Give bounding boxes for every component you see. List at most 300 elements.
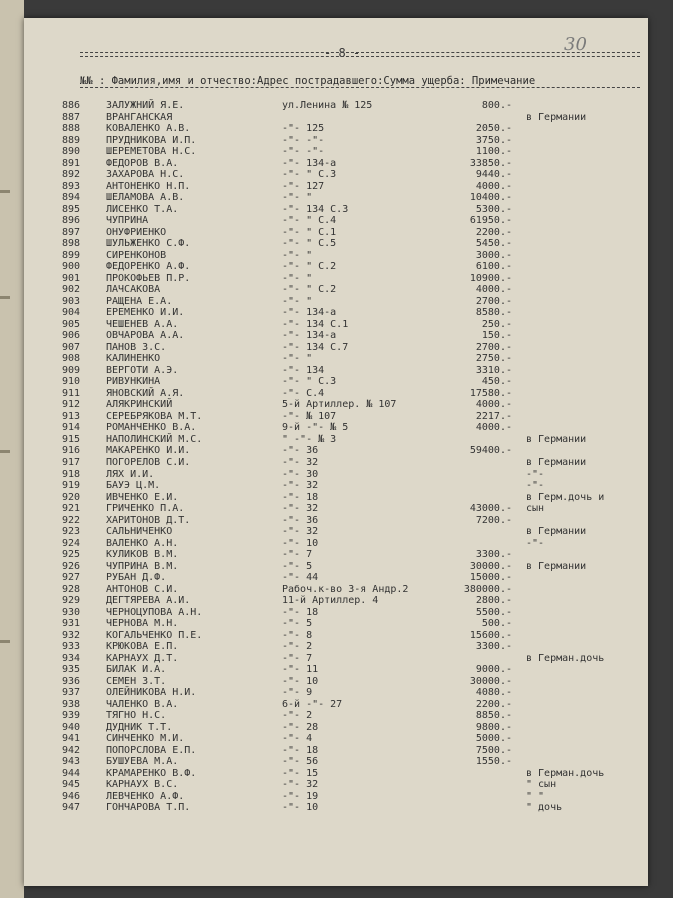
row-sum: 8580.- bbox=[475, 307, 512, 319]
row-address: -"- 28 bbox=[282, 721, 319, 733]
row-name: РУБАН Д.Ф. bbox=[106, 572, 167, 584]
row-number: 901 bbox=[62, 272, 81, 284]
row-name: КУЛИКОВ В.М. bbox=[106, 549, 179, 561]
row-sum: 2800.- bbox=[475, 595, 512, 607]
row-number: 920 bbox=[62, 491, 81, 503]
row-number: 889 bbox=[62, 134, 81, 146]
row-number: 918 bbox=[62, 468, 81, 480]
row-name: АЛЯКРИНСКИЙ bbox=[106, 399, 173, 411]
row-name: ВАЛЕНКО А.Н. bbox=[106, 537, 179, 549]
row-address: 9-й -"- № 5 bbox=[282, 422, 349, 434]
table-row bbox=[24, 411, 648, 423]
binding-strip bbox=[0, 0, 24, 898]
row-address: -"- 36 bbox=[282, 445, 319, 457]
table-row bbox=[24, 422, 648, 434]
table-row bbox=[24, 215, 648, 227]
table-row bbox=[24, 492, 648, 504]
table-row bbox=[24, 676, 648, 688]
row-number: 933 bbox=[62, 641, 81, 653]
row-address: Рабоч.к-во З-я Андр.2 bbox=[282, 583, 409, 595]
table-row bbox=[24, 503, 648, 515]
table-row bbox=[24, 388, 648, 400]
row-address: -"- 7 bbox=[282, 652, 313, 664]
table-row bbox=[24, 319, 648, 331]
row-number: 900 bbox=[62, 261, 81, 273]
row-name: КАРНАУХ Д.Т. bbox=[106, 652, 179, 664]
row-number: 886 bbox=[62, 100, 81, 111]
row-note: " сын bbox=[526, 779, 557, 791]
row-note: в Германии bbox=[526, 111, 587, 123]
header-rule bbox=[80, 87, 640, 88]
table-row bbox=[24, 699, 648, 711]
table-row bbox=[24, 399, 648, 411]
row-sum: 2200.- bbox=[475, 226, 512, 238]
row-sum: 5300.- bbox=[475, 203, 512, 215]
row-address: -"- 9 bbox=[282, 687, 313, 699]
table-row bbox=[24, 469, 648, 481]
row-note: в Герман.дочь bbox=[526, 767, 605, 779]
row-sum: 5450.- bbox=[475, 238, 512, 250]
row-name: КОГАЛЬЧЕНКО П.Е. bbox=[106, 629, 203, 641]
row-address: -"- 134-а bbox=[282, 157, 337, 169]
row-address: 11-й Артиллер. 4 bbox=[282, 595, 379, 607]
row-number: 916 bbox=[62, 445, 81, 457]
row-name: ЧЕШЕНЕВ А.А. bbox=[106, 318, 179, 330]
row-sum: 500.- bbox=[481, 618, 512, 630]
row-address: -"- 5 bbox=[282, 560, 313, 572]
row-sum: 33850.- bbox=[469, 157, 512, 169]
table-row bbox=[24, 112, 648, 124]
row-sum: 4000.- bbox=[475, 399, 512, 411]
row-name: ПРОКОФЬЕВ П.Р. bbox=[106, 272, 191, 284]
row-sum: 2200.- bbox=[475, 698, 512, 710]
row-address: -"- 10 bbox=[282, 537, 319, 549]
row-note: в Германии bbox=[526, 560, 587, 572]
row-name: ТЯГНО Н.С. bbox=[106, 710, 167, 722]
table-row bbox=[24, 146, 648, 158]
row-number: 946 bbox=[62, 790, 81, 802]
row-name: НАПОЛИНСКИЙ М.С. bbox=[106, 433, 203, 445]
row-number: 940 bbox=[62, 721, 81, 733]
top-rule bbox=[80, 52, 640, 53]
row-sum: 3000.- bbox=[475, 249, 512, 261]
row-number: 930 bbox=[62, 606, 81, 618]
table-row bbox=[24, 779, 648, 791]
row-sum: 8850.- bbox=[475, 710, 512, 722]
row-number: 895 bbox=[62, 203, 81, 215]
row-name: ГРИЧЕНКО П.А. bbox=[106, 503, 185, 515]
row-address: -"- 32 bbox=[282, 456, 319, 468]
row-sum: 10900.- bbox=[469, 272, 512, 284]
row-sum: 43000.- bbox=[469, 503, 512, 515]
row-sum: 4080.- bbox=[475, 687, 512, 699]
table-row bbox=[24, 756, 648, 768]
row-address: -"- 19 bbox=[282, 790, 319, 802]
table-row bbox=[24, 768, 648, 780]
row-address: -"- " С.4 bbox=[282, 215, 337, 227]
row-sum: 59400.- bbox=[469, 445, 512, 457]
table-row bbox=[24, 123, 648, 135]
row-sum: 5500.- bbox=[475, 606, 512, 618]
row-address: -"- 15 bbox=[282, 767, 319, 779]
row-note: в Германии bbox=[526, 456, 587, 468]
row-address: -"- 56 bbox=[282, 756, 319, 768]
table-row bbox=[24, 607, 648, 619]
row-number: 925 bbox=[62, 549, 81, 561]
row-number: 896 bbox=[62, 215, 81, 227]
row-name: ДЕГТЯРЕВА А.И. bbox=[106, 595, 191, 607]
row-name: ЕРЕМЕНКО И.И. bbox=[106, 307, 185, 319]
row-name: ЧЕРНОВА М.Н. bbox=[106, 618, 179, 630]
row-sum: 4000.- bbox=[475, 284, 512, 296]
table-row bbox=[24, 549, 648, 561]
row-number: 947 bbox=[62, 802, 81, 814]
row-number: 917 bbox=[62, 456, 81, 468]
table-row bbox=[24, 653, 648, 665]
row-number: 921 bbox=[62, 503, 81, 515]
row-name: ШУЛЬЖЕНКО С.Ф. bbox=[106, 238, 191, 250]
binder-thread bbox=[0, 190, 10, 193]
row-number: 890 bbox=[62, 146, 81, 158]
table-row bbox=[24, 434, 648, 446]
row-note: в Герм.дочь и bbox=[526, 491, 605, 503]
table-row bbox=[24, 135, 648, 147]
row-sum: 3300.- bbox=[475, 641, 512, 653]
row-number: 936 bbox=[62, 675, 81, 687]
row-number: 932 bbox=[62, 629, 81, 641]
row-name: ВРАНГАНСКАЯ bbox=[106, 111, 173, 123]
row-number: 908 bbox=[62, 353, 81, 365]
row-number: 934 bbox=[62, 652, 81, 664]
table-row bbox=[24, 330, 648, 342]
row-number: 939 bbox=[62, 710, 81, 722]
table-row bbox=[24, 353, 648, 365]
row-address: -"- № 107 bbox=[282, 410, 337, 422]
table-row bbox=[24, 307, 648, 319]
row-address: -"- 5 bbox=[282, 618, 313, 630]
row-number: 909 bbox=[62, 364, 81, 376]
table-row bbox=[24, 457, 648, 469]
row-number: 927 bbox=[62, 572, 81, 584]
row-name: РАЩЕНА Е.А. bbox=[106, 295, 173, 307]
row-sum: 9800.- bbox=[475, 721, 512, 733]
row-name: ПАНОВ З.С. bbox=[106, 341, 167, 353]
row-address: -"- " bbox=[282, 353, 313, 365]
row-sum: 2217.- bbox=[475, 410, 512, 422]
row-address: -"- С.4 bbox=[282, 387, 325, 399]
row-name: КРАМАРЕНКО В.Ф. bbox=[106, 767, 197, 779]
row-address: -"- " С.3 bbox=[282, 169, 337, 181]
row-address: -"- " bbox=[282, 249, 313, 261]
table-row bbox=[24, 641, 648, 653]
row-note: в Герман.дочь bbox=[526, 652, 605, 664]
row-sum: 150.- bbox=[481, 330, 512, 342]
row-number: 897 bbox=[62, 226, 81, 238]
row-number: 926 bbox=[62, 560, 81, 572]
row-sum: 3300.- bbox=[475, 549, 512, 561]
row-number: 938 bbox=[62, 698, 81, 710]
table-row bbox=[24, 158, 648, 170]
row-number: 923 bbox=[62, 526, 81, 538]
row-number: 913 bbox=[62, 410, 81, 422]
row-address: -"- 4 bbox=[282, 733, 313, 745]
table-row bbox=[24, 791, 648, 803]
row-name: ГОНЧАРОВА Т.П. bbox=[106, 802, 191, 814]
row-address: -"- 134 С.1 bbox=[282, 318, 349, 330]
row-address: -"- 44 bbox=[282, 572, 319, 584]
table-row bbox=[24, 480, 648, 492]
row-name: ЯНОВСКИЙ А.Я. bbox=[106, 387, 185, 399]
row-name: КАРНАУХ В.С. bbox=[106, 779, 179, 791]
row-address: -"- -"- bbox=[282, 134, 325, 146]
row-name: СЕМЕН З.Т. bbox=[106, 675, 167, 687]
row-number: 928 bbox=[62, 583, 81, 595]
row-number: 911 bbox=[62, 387, 81, 399]
table-row bbox=[24, 595, 648, 607]
row-address: -"- 127 bbox=[282, 180, 325, 192]
table-row bbox=[24, 238, 648, 250]
binder-thread bbox=[0, 640, 10, 643]
row-name: ШЕРЕМЕТОВА Н.С. bbox=[106, 146, 197, 158]
row-address: -"- 11 bbox=[282, 664, 319, 676]
row-name: ЗАЛУЖНИЙ Я.Е. bbox=[106, 100, 185, 111]
row-address: -"- " С.2 bbox=[282, 261, 337, 273]
row-note: " " bbox=[526, 790, 545, 802]
row-address: " -"- № 3 bbox=[282, 433, 337, 445]
row-note: -"- bbox=[526, 537, 545, 549]
table-row bbox=[24, 584, 648, 596]
row-address: -"- 18 bbox=[282, 491, 319, 503]
row-name: ЧУПРИНА bbox=[106, 215, 149, 227]
row-name: ФЕДОРОВ В.А. bbox=[106, 157, 179, 169]
row-name: АНТОНЕНКО Н.П. bbox=[106, 180, 191, 192]
row-address: -"- 32 bbox=[282, 779, 319, 791]
row-address: -"- 134-а bbox=[282, 330, 337, 342]
row-sum: 4000.- bbox=[475, 422, 512, 434]
table-row bbox=[24, 273, 648, 285]
row-sum: 2050.- bbox=[475, 123, 512, 135]
row-number: 935 bbox=[62, 664, 81, 676]
row-number: 903 bbox=[62, 295, 81, 307]
row-sum: 1100.- bbox=[475, 146, 512, 158]
row-address: -"- 2 bbox=[282, 641, 313, 653]
row-name: БИЛАК И.А. bbox=[106, 664, 167, 676]
row-address: -"- " bbox=[282, 192, 313, 204]
row-number: 942 bbox=[62, 744, 81, 756]
row-address: -"- 125 bbox=[282, 123, 325, 135]
table-row bbox=[24, 618, 648, 630]
row-name: ПОПОРСЛОВА Е.П. bbox=[106, 744, 197, 756]
row-note: -"- bbox=[526, 468, 545, 480]
table-row bbox=[24, 204, 648, 216]
row-name: ПРУДНИКОВА И.П. bbox=[106, 134, 197, 146]
row-sum: 800.- bbox=[481, 100, 512, 111]
row-number: 937 bbox=[62, 687, 81, 699]
row-sum: 9000.- bbox=[475, 664, 512, 676]
row-name: ЗАХАРОВА Н.С. bbox=[106, 169, 185, 181]
table-row bbox=[24, 284, 648, 296]
row-name: КОВАЛЕНКО А.В. bbox=[106, 123, 191, 135]
row-note: -"- bbox=[526, 480, 545, 492]
row-address: -"- 32 bbox=[282, 503, 319, 515]
row-number: 905 bbox=[62, 318, 81, 330]
row-number: 944 bbox=[62, 767, 81, 779]
row-address: -"- " С.5 bbox=[282, 238, 337, 250]
table-body bbox=[24, 100, 648, 814]
row-sum: 15600.- bbox=[469, 629, 512, 641]
row-number: 924 bbox=[62, 537, 81, 549]
row-address: -"- 8 bbox=[282, 629, 313, 641]
row-name: ЛЕВЧЕНКО А.Ф. bbox=[106, 790, 185, 802]
row-sum: 380000.- bbox=[463, 583, 512, 595]
row-number: 898 bbox=[62, 238, 81, 250]
table-row bbox=[24, 710, 648, 722]
row-name: ЛИСЕНКО Т.А. bbox=[106, 203, 179, 215]
top-rule bbox=[80, 56, 640, 57]
table-row bbox=[24, 561, 648, 573]
table-row bbox=[24, 342, 648, 354]
row-sum: 30000.- bbox=[469, 675, 512, 687]
row-number: 888 bbox=[62, 123, 81, 135]
row-sum: 5000.- bbox=[475, 733, 512, 745]
row-number: 904 bbox=[62, 307, 81, 319]
row-address: -"- 32 bbox=[282, 480, 319, 492]
binder-thread bbox=[0, 450, 10, 453]
row-number: 891 bbox=[62, 157, 81, 169]
row-address: 5-й Артиллер. № 107 bbox=[282, 399, 397, 411]
row-address: -"- 2 bbox=[282, 710, 313, 722]
row-address: -"- 134-а bbox=[282, 307, 337, 319]
row-number: 931 bbox=[62, 618, 81, 630]
row-number: 907 bbox=[62, 341, 81, 353]
row-address: -"- 10 bbox=[282, 802, 319, 814]
row-address: -"- 18 bbox=[282, 606, 319, 618]
row-name: МАКАРЕНКО И.И. bbox=[106, 445, 191, 457]
table-row bbox=[24, 445, 648, 457]
row-note: " дочь bbox=[526, 802, 563, 814]
row-address: 6-й -"- 27 bbox=[282, 698, 343, 710]
row-number: 929 bbox=[62, 595, 81, 607]
row-number: 906 bbox=[62, 330, 81, 342]
row-name: ОВЧАРОВА А.А. bbox=[106, 330, 185, 342]
row-sum: 250.- bbox=[481, 318, 512, 330]
row-sum: 2700.- bbox=[475, 295, 512, 307]
row-number: 887 bbox=[62, 111, 81, 123]
table-row bbox=[24, 100, 648, 112]
table-row bbox=[24, 802, 648, 814]
handwritten-number: 30 bbox=[564, 34, 587, 55]
row-name: САЛЬНИЧЕНКО bbox=[106, 526, 173, 538]
row-name: БУШУЕВА М.А. bbox=[106, 756, 179, 768]
row-name: ФЕДОРЕНКО А.Ф. bbox=[106, 261, 191, 273]
row-address: -"- " bbox=[282, 272, 313, 284]
table-row bbox=[24, 733, 648, 745]
row-sum: 3310.- bbox=[475, 364, 512, 376]
row-sum: 2750.- bbox=[475, 353, 512, 365]
row-note: сын bbox=[526, 503, 545, 515]
table-row bbox=[24, 376, 648, 388]
row-address: -"- 7 bbox=[282, 549, 313, 561]
table-row bbox=[24, 745, 648, 757]
row-name: АНТОНОВ С.И. bbox=[106, 583, 179, 595]
row-sum: 6100.- bbox=[475, 261, 512, 273]
table-row bbox=[24, 526, 648, 538]
row-address: -"- -"- bbox=[282, 146, 325, 158]
table-row bbox=[24, 365, 648, 377]
row-number: 943 bbox=[62, 756, 81, 768]
row-name: ХАРИТОНОВ Д.Т. bbox=[106, 514, 191, 526]
row-name: ЧУПРИНА В.М. bbox=[106, 560, 179, 572]
row-address: -"- 134 С.3 bbox=[282, 203, 349, 215]
row-number: 893 bbox=[62, 180, 81, 192]
row-number: 894 bbox=[62, 192, 81, 204]
row-name: ОЛЕЙНИКОВА Н.И. bbox=[106, 687, 197, 699]
row-name: ЛЯХ И.И. bbox=[106, 468, 155, 480]
page-number: - 8 - bbox=[324, 46, 361, 60]
row-sum: 7500.- bbox=[475, 744, 512, 756]
row-name: РИВУНКИНА bbox=[106, 376, 161, 388]
row-address: -"- 10 bbox=[282, 675, 319, 687]
row-number: 892 bbox=[62, 169, 81, 181]
row-sum: 7200.- bbox=[475, 514, 512, 526]
row-sum: 9440.- bbox=[475, 169, 512, 181]
row-name: ВЕРГОТИ А.Э. bbox=[106, 364, 179, 376]
table-row bbox=[24, 227, 648, 239]
row-address: -"- 32 bbox=[282, 526, 319, 538]
row-name: СИРЕНКОНОВ bbox=[106, 249, 167, 261]
row-name: СЕРЕБРЯКОВА М.Т. bbox=[106, 410, 203, 422]
row-number: 902 bbox=[62, 284, 81, 296]
table-row bbox=[24, 664, 648, 676]
row-name: КАЛИНЕНКО bbox=[106, 353, 161, 365]
row-address: -"- " bbox=[282, 295, 313, 307]
row-note: в Германии bbox=[526, 526, 587, 538]
row-name: ЧАЛЕНКО В.А. bbox=[106, 698, 179, 710]
table-row bbox=[24, 572, 648, 584]
table-row bbox=[24, 169, 648, 181]
row-number: 915 bbox=[62, 433, 81, 445]
row-name: ИВЧЕНКО Е.И. bbox=[106, 491, 179, 503]
row-sum: 1550.- bbox=[475, 756, 512, 768]
table-row bbox=[24, 722, 648, 734]
row-sum: 15000.- bbox=[469, 572, 512, 584]
row-sum: 17580.- bbox=[469, 387, 512, 399]
row-address: -"- " С.3 bbox=[282, 376, 337, 388]
table-row bbox=[24, 630, 648, 642]
row-name: ЧЕРНОЦУПОВА А.Н. bbox=[106, 606, 203, 618]
row-address: -"- 134 С.7 bbox=[282, 341, 349, 353]
table-row bbox=[24, 296, 648, 308]
row-number: 899 bbox=[62, 249, 81, 261]
row-address: -"- 36 bbox=[282, 514, 319, 526]
row-sum: 10400.- bbox=[469, 192, 512, 204]
row-name: ШЕЛАМОВА А.В. bbox=[106, 192, 185, 204]
row-number: 910 bbox=[62, 376, 81, 388]
row-sum: 61950.- bbox=[469, 215, 512, 227]
row-number: 912 bbox=[62, 399, 81, 411]
table-row bbox=[24, 192, 648, 204]
table-header: №№ : Фамилия,имя и отчество:Адрес пострадавшего:Сумма ущерба: Примечание bbox=[80, 75, 536, 87]
row-name: ОНУФРИЕНКО bbox=[106, 226, 167, 238]
row-name: БАУЭ Ц.М. bbox=[106, 480, 161, 492]
row-number: 922 bbox=[62, 514, 81, 526]
row-number: 941 bbox=[62, 733, 81, 745]
row-sum: 3750.- bbox=[475, 134, 512, 146]
row-name: СИНЧЕНКО М.И. bbox=[106, 733, 185, 745]
row-address: -"- " С.2 bbox=[282, 284, 337, 296]
document-sheet bbox=[24, 18, 648, 886]
row-address: -"- 134 bbox=[282, 364, 325, 376]
